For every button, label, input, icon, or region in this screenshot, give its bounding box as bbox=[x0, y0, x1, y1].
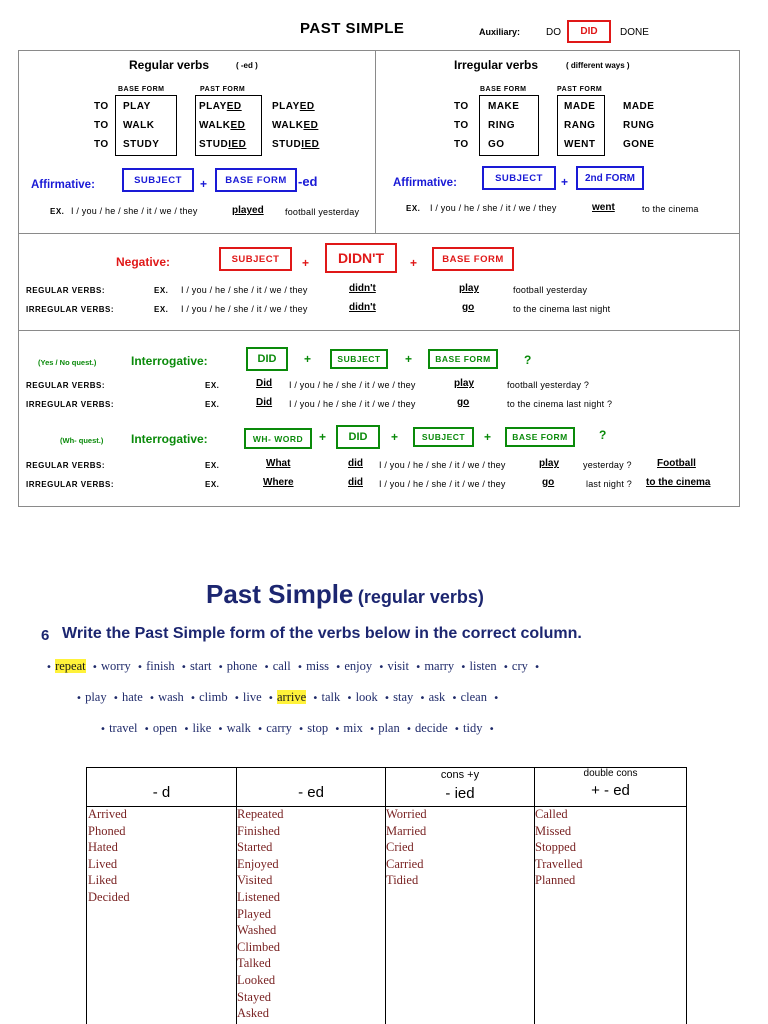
bullet-icon: • bbox=[312, 693, 322, 704]
irregular-subject-box: SUBJECT bbox=[482, 166, 556, 190]
wh-regular-wh: What bbox=[266, 458, 291, 469]
irregular-ex-pronouns: I / you / he / she / it / we / they bbox=[430, 203, 557, 213]
word-item: travel bbox=[109, 721, 138, 735]
regular-ex-pronouns: I / you / he / she / it / we / they bbox=[71, 206, 198, 216]
irregular-ex-label: EX. bbox=[406, 204, 421, 213]
wh-regular-pronouns: I / you / he / she / it / we / they bbox=[379, 460, 506, 470]
word-item: ask bbox=[428, 690, 446, 704]
regular-subject-box: SUBJECT bbox=[122, 168, 194, 192]
word-item: worry bbox=[100, 659, 131, 673]
word-item: listen bbox=[469, 659, 497, 673]
yn-irregular-label: IRREGULAR VERBS: bbox=[26, 400, 115, 409]
wh-irregular-verb: go bbox=[542, 477, 555, 488]
list-item: Looked bbox=[237, 972, 276, 987]
reg-past-3: STUDIED bbox=[199, 139, 247, 150]
word-item: miss bbox=[306, 659, 329, 673]
word-item: wash bbox=[158, 690, 184, 704]
irregular-ex-verb: went bbox=[592, 202, 615, 213]
wh-regular-rest: yesterday ? bbox=[583, 460, 632, 470]
bullet-icon: • bbox=[419, 693, 429, 704]
list-item: Called bbox=[535, 807, 568, 821]
irregular-past-header: PAST FORM bbox=[557, 86, 603, 93]
reg-past-2: WALKED bbox=[199, 120, 246, 131]
irregular-affirmative-label: Affirmative: bbox=[393, 177, 457, 189]
reg-base-1: PLAY bbox=[123, 101, 151, 112]
irr-to-1: TO bbox=[454, 101, 469, 112]
word-item: plan bbox=[378, 721, 400, 735]
yn-tag: (Yes / No quest.) bbox=[38, 358, 97, 367]
bullet-icon: • bbox=[384, 693, 394, 704]
list-item: Visited bbox=[237, 873, 273, 888]
wh-irregular-ex: EX. bbox=[205, 480, 220, 489]
regular-plus: + bbox=[200, 177, 208, 191]
bullet-icon: • bbox=[369, 724, 379, 735]
word-item: finish bbox=[146, 659, 175, 673]
reg-extra-3: STUDIED bbox=[272, 139, 320, 150]
irr-to-3: TO bbox=[454, 139, 469, 150]
bullet-icon: • bbox=[534, 662, 541, 673]
yn-regular-verb: play bbox=[454, 378, 475, 389]
wh-regular-answer: Football bbox=[657, 458, 696, 469]
yn-irregular-ex: EX. bbox=[205, 400, 220, 409]
regular-subtitle: ( -ed ) bbox=[236, 61, 258, 70]
exercise-title-sub: (regular verbs) bbox=[357, 587, 484, 607]
list-item: Hated bbox=[88, 840, 118, 855]
negative-regular-pronouns: I / you / he / she / it / we / they bbox=[181, 285, 308, 295]
list-item: Listened bbox=[237, 889, 281, 904]
irr-base-2: RING bbox=[488, 120, 515, 131]
wh-question-mark: ? bbox=[599, 428, 607, 442]
negative-base-form-box: BASE FORM bbox=[432, 247, 514, 271]
list-item: Climbed bbox=[237, 939, 281, 954]
wh-irregular-rest: last night ? bbox=[586, 479, 632, 489]
yn-regular-pronouns: I / you / he / she / it / we / they bbox=[289, 380, 416, 390]
col-double-pre: double cons bbox=[583, 768, 638, 779]
yn-question-mark: ? bbox=[524, 353, 532, 367]
divider-2 bbox=[18, 330, 740, 331]
bullet-icon: • bbox=[149, 693, 159, 704]
page-title: PAST SIMPLE bbox=[300, 20, 405, 37]
word-item: walk bbox=[226, 721, 251, 735]
bullet-icon: • bbox=[143, 724, 153, 735]
list-item: Phoned bbox=[88, 823, 126, 838]
list-item: Asked bbox=[237, 1006, 269, 1021]
yn-irregular-aux: Did bbox=[256, 397, 273, 408]
word-item: arrive bbox=[277, 690, 307, 704]
regular-ex-rest: football yesterday bbox=[285, 207, 360, 217]
negative-plus-2: + bbox=[410, 256, 418, 270]
list-item: Liked bbox=[88, 873, 118, 888]
word-item: carry bbox=[266, 721, 292, 735]
word-item: stop bbox=[307, 721, 329, 735]
reg-base-2: WALK bbox=[123, 120, 155, 131]
wh-plus-2: + bbox=[391, 430, 399, 444]
word-item: decide bbox=[415, 721, 448, 735]
wh-irregular-wh: Where bbox=[263, 477, 294, 488]
wh-did-box: DID bbox=[336, 425, 380, 449]
col-double-header: + - ed bbox=[591, 782, 630, 799]
regular-ex-verb: played bbox=[232, 205, 264, 216]
list-item: Cried bbox=[386, 840, 414, 855]
wh-plus-1: + bbox=[319, 430, 327, 444]
negative-irregular-label: IRREGULAR VERBS: bbox=[26, 305, 115, 314]
yn-regular-rest: football yesterday ? bbox=[507, 380, 590, 390]
col-d-header: - d bbox=[152, 784, 171, 801]
word-item: marry bbox=[424, 659, 455, 673]
divider-1 bbox=[18, 233, 740, 234]
negative-irregular-rest: to the cinema last night bbox=[513, 304, 611, 314]
regular-affirmative-label: Affirmative: bbox=[31, 179, 95, 191]
irregular-2nd-form-box: 2nd FORM bbox=[576, 166, 644, 190]
wh-irregular-pronouns: I / you / he / she / it / we / they bbox=[379, 479, 506, 489]
bullet-icon: • bbox=[298, 724, 308, 735]
word-item: tidy bbox=[463, 721, 483, 735]
bullet-icon: • bbox=[112, 693, 122, 704]
word-bank-row bbox=[46, 659, 540, 674]
regular-ex-label: EX. bbox=[50, 207, 65, 216]
bullet-icon: • bbox=[217, 662, 227, 673]
negative-label: Negative: bbox=[116, 255, 171, 269]
wh-regular-aux: did bbox=[348, 458, 363, 469]
bullet-icon: • bbox=[257, 724, 267, 735]
irregular-ex-rest: to the cinema bbox=[642, 204, 699, 214]
bullet-icon: • bbox=[100, 724, 110, 735]
list-item: Finished bbox=[237, 823, 281, 838]
word-item: stay bbox=[393, 690, 414, 704]
regular-past-header: PAST FORM bbox=[200, 86, 246, 93]
negative-regular-verb: play bbox=[459, 283, 480, 294]
bullet-icon: • bbox=[460, 662, 470, 673]
col-d-list bbox=[88, 806, 130, 906]
negative-irregular-pronouns: I / you / he / she / it / we / they bbox=[181, 304, 308, 314]
list-item: Missed bbox=[535, 823, 572, 838]
list-item: Talked bbox=[237, 956, 271, 971]
bullet-icon: • bbox=[296, 662, 307, 673]
negative-irregular-verb: go bbox=[462, 302, 475, 313]
irr-past-2: RANG bbox=[564, 120, 596, 131]
reg-base-3: STUDY bbox=[123, 139, 160, 150]
col-ied-list bbox=[386, 806, 427, 889]
list-item: Repeated bbox=[237, 807, 284, 821]
aux-do: DO bbox=[546, 27, 561, 38]
bullet-icon: • bbox=[334, 724, 344, 735]
wh-word-box: WH- WORD bbox=[244, 428, 312, 449]
bullet-icon: • bbox=[217, 724, 227, 735]
bullet-icon: • bbox=[453, 724, 463, 735]
bullet-icon: • bbox=[91, 662, 101, 673]
wh-base-form-box: BASE FORM bbox=[505, 427, 575, 447]
bullet-icon: • bbox=[267, 693, 277, 704]
word-item: visit bbox=[387, 659, 409, 673]
word-item: live bbox=[242, 690, 262, 704]
irregular-subtitle: ( different ways ) bbox=[566, 61, 630, 70]
bullet-icon: • bbox=[415, 662, 425, 673]
wh-irregular-label: IRREGULAR VERBS: bbox=[26, 480, 115, 489]
divider-vertical bbox=[375, 50, 376, 234]
wh-irregular-aux: did bbox=[348, 477, 363, 488]
word-item: mix bbox=[343, 721, 363, 735]
word-item: like bbox=[192, 721, 212, 735]
yn-subject-box: SUBJECT bbox=[330, 349, 388, 369]
list-item: Washed bbox=[237, 923, 277, 938]
yn-plus-2: + bbox=[405, 352, 413, 366]
list-item: Enjoyed bbox=[237, 856, 279, 871]
irr-past-1: MADE bbox=[564, 101, 596, 112]
word-item: start bbox=[189, 659, 212, 673]
word-item: phone bbox=[226, 659, 258, 673]
word-item: clean bbox=[460, 690, 487, 704]
word-item: play bbox=[85, 690, 107, 704]
irregular-base-header: BASE FORM bbox=[480, 86, 527, 93]
irr-base-1: MAKE bbox=[488, 101, 520, 112]
negative-subject-box: SUBJECT bbox=[219, 247, 292, 271]
irr-extra-1: MADE bbox=[623, 101, 655, 112]
yn-regular-label: REGULAR VERBS: bbox=[26, 381, 106, 390]
exercise-title-main: Past Simple bbox=[206, 579, 354, 609]
list-item: Played bbox=[237, 906, 272, 921]
word-bank-row bbox=[100, 721, 495, 736]
aux-done: DONE bbox=[620, 27, 649, 38]
list-item: Carried bbox=[386, 856, 424, 871]
reg-past-1: PLAYED bbox=[199, 101, 242, 112]
regular-suffix: -ed bbox=[298, 174, 318, 189]
col-ed-header: - ed bbox=[298, 784, 324, 801]
wh-irregular-answer: to the cinema bbox=[646, 477, 711, 488]
bullet-icon: • bbox=[263, 662, 273, 673]
regular-base-header: BASE FORM bbox=[118, 86, 165, 93]
negative-regular-aux: didn't bbox=[349, 283, 376, 294]
wh-subject-box: SUBJECT bbox=[413, 427, 474, 447]
irr-extra-2: RUNG bbox=[623, 120, 655, 131]
reg-extra-2: WALKED bbox=[272, 120, 319, 131]
reg-extra-1: PLAYED bbox=[272, 101, 315, 112]
bullet-icon: • bbox=[502, 662, 512, 673]
bullet-icon: • bbox=[405, 724, 416, 735]
irr-past-3: WENT bbox=[564, 139, 596, 150]
exercise-number: 6 bbox=[41, 627, 50, 644]
yn-irregular-rest: to the cinema last night ? bbox=[507, 399, 613, 409]
auxiliary-label: Auxiliary: bbox=[479, 27, 521, 37]
word-bank-row bbox=[76, 690, 499, 705]
word-item: hate bbox=[121, 690, 143, 704]
col-ied-header: - ied bbox=[445, 785, 475, 802]
word-item: open bbox=[152, 721, 178, 735]
yn-irregular-pronouns: I / you / he / she / it / we / they bbox=[289, 399, 416, 409]
irr-extra-3: GONE bbox=[623, 139, 655, 150]
reg-to-2: TO bbox=[94, 120, 109, 131]
bullet-icon: • bbox=[180, 662, 190, 673]
bullet-icon: • bbox=[183, 724, 193, 735]
bullet-icon: • bbox=[46, 662, 56, 673]
bullet-icon: • bbox=[137, 662, 147, 673]
wh-regular-label: REGULAR VERBS: bbox=[26, 461, 106, 470]
bullet-icon: • bbox=[335, 662, 345, 673]
list-item: Married bbox=[386, 823, 427, 838]
word-item: cry bbox=[511, 659, 528, 673]
yn-regular-ex: EX. bbox=[205, 381, 220, 390]
list-item: Stopped bbox=[535, 840, 576, 855]
yn-base-form-box: BASE FORM bbox=[428, 349, 498, 369]
bullet-icon: • bbox=[378, 662, 388, 673]
yn-plus-1: + bbox=[304, 352, 312, 366]
word-item: talk bbox=[321, 690, 341, 704]
bullet-icon: • bbox=[190, 693, 200, 704]
negative-didnt-box: DIDN'T bbox=[325, 243, 397, 273]
list-item: Worried bbox=[386, 807, 427, 821]
bullet-icon: • bbox=[346, 693, 356, 704]
negative-irregular-aux: didn't bbox=[349, 302, 376, 313]
list-item: Travelled bbox=[535, 856, 583, 871]
word-item: call bbox=[272, 659, 291, 673]
answer-table bbox=[86, 767, 687, 1024]
yn-interrogative-label: Interrogative: bbox=[131, 354, 208, 368]
negative-regular-label: REGULAR VERBS: bbox=[26, 286, 106, 295]
word-item: enjoy bbox=[344, 659, 373, 673]
negative-plus-1: + bbox=[302, 256, 310, 270]
reg-to-3: TO bbox=[94, 139, 109, 150]
irregular-title: Irregular verbs bbox=[454, 58, 539, 72]
word-item: look bbox=[355, 690, 378, 704]
col-ed-list bbox=[237, 806, 284, 1022]
list-item: Lived bbox=[88, 856, 118, 871]
irr-to-2: TO bbox=[454, 120, 469, 131]
exercise-title bbox=[206, 579, 484, 610]
regular-base-form-box: BASE FORM bbox=[215, 168, 297, 192]
col-ied-pre: cons +y bbox=[440, 769, 480, 781]
irr-base-3: GO bbox=[488, 139, 505, 150]
yn-regular-aux: Did bbox=[256, 378, 273, 389]
irregular-plus: + bbox=[561, 175, 569, 189]
list-item: Planned bbox=[535, 873, 576, 888]
bullet-icon: • bbox=[233, 693, 243, 704]
list-item: Started bbox=[237, 840, 273, 855]
wh-plus-3: + bbox=[484, 430, 492, 444]
wh-interrogative-label: Interrogative: bbox=[131, 432, 208, 446]
word-item: climb bbox=[199, 690, 228, 704]
bullet-icon: • bbox=[488, 724, 495, 735]
wh-regular-ex: EX. bbox=[205, 461, 220, 470]
bullet-icon: • bbox=[493, 693, 500, 704]
wh-tag: (Wh- quest.) bbox=[60, 436, 104, 445]
list-item: Stayed bbox=[237, 989, 272, 1004]
yn-irregular-verb: go bbox=[457, 397, 470, 408]
negative-regular-rest: football yesterday bbox=[513, 285, 588, 295]
bullet-icon: • bbox=[451, 693, 461, 704]
word-item: repeat bbox=[55, 659, 86, 673]
bullet-icon: • bbox=[76, 693, 86, 704]
negative-regular-ex: EX. bbox=[154, 286, 169, 295]
col-double-list bbox=[535, 806, 582, 889]
exercise-instruction: Write the Past Simple form of the verbs below in the correct column. bbox=[62, 625, 582, 642]
regular-title: Regular verbs bbox=[129, 58, 210, 72]
wh-regular-verb: play bbox=[539, 458, 560, 469]
reg-to-1: TO bbox=[94, 101, 109, 112]
list-item: Tidied bbox=[386, 873, 419, 888]
list-item: Decided bbox=[88, 889, 130, 904]
yn-did-box: DID bbox=[246, 347, 288, 371]
list-item: Arrived bbox=[88, 807, 127, 821]
aux-did-box: DID bbox=[567, 20, 611, 43]
negative-irregular-ex: EX. bbox=[154, 305, 169, 314]
